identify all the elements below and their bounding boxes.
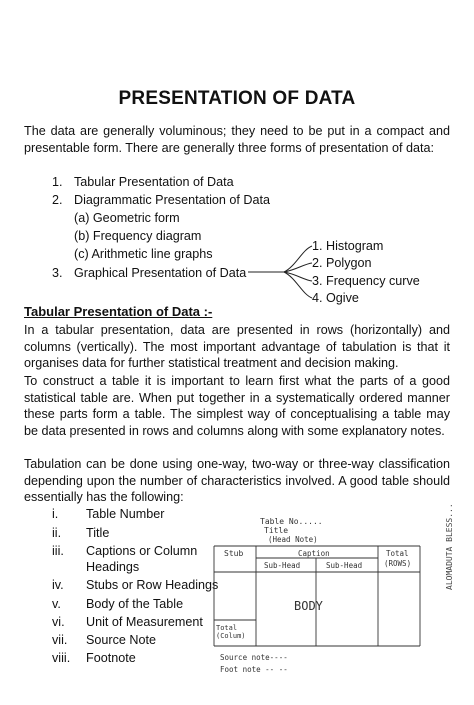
list-label: (b) Frequency diagram bbox=[74, 229, 202, 243]
section-heading: Tabular Presentation of Data :- bbox=[24, 304, 213, 319]
list-label: Title bbox=[86, 526, 110, 540]
list-subitem bbox=[74, 210, 180, 226]
list-item bbox=[52, 632, 156, 648]
list-label: Diagrammatic Presentation of Data bbox=[74, 193, 270, 207]
sketch-table-number: Table No..... bbox=[260, 517, 323, 526]
list-item bbox=[52, 265, 246, 281]
list-item bbox=[52, 559, 139, 575]
sketch-source-note: Source note---- bbox=[220, 653, 288, 662]
list-number: 1. bbox=[52, 175, 63, 189]
sketch-head-note: (Head Note) bbox=[268, 535, 318, 544]
list-item bbox=[52, 650, 136, 666]
graphical-types-list bbox=[312, 238, 420, 307]
list-label: Captions or Column bbox=[86, 544, 198, 558]
handwritten-side-note: ALOMADUTA BLESS... bbox=[445, 503, 454, 590]
sketch-total-column: Total bbox=[216, 624, 238, 632]
list-label: (c) Arithmetic line graphs bbox=[74, 247, 213, 261]
sketch-total-column: (Colum) bbox=[216, 632, 246, 640]
list-item bbox=[52, 577, 218, 593]
list-number: 3. bbox=[52, 266, 63, 280]
list-item bbox=[52, 614, 203, 630]
list-number: vi. bbox=[52, 615, 65, 629]
list-item bbox=[52, 506, 164, 522]
list-item: 4. Ogive bbox=[312, 290, 359, 305]
sketch-sub-head: Sub-Head bbox=[264, 561, 301, 570]
bracket-connector bbox=[248, 236, 318, 306]
list-label: Unit of Measurement bbox=[86, 615, 203, 629]
sketch-title: Title bbox=[264, 526, 289, 535]
sketch-foot-note: Foot note -- -- bbox=[220, 665, 288, 674]
list-number: v. bbox=[52, 597, 61, 611]
list-number: 2. bbox=[52, 193, 63, 207]
list-label: Tabular Presentation of Data bbox=[74, 175, 234, 189]
sketch-stub: Stub bbox=[224, 549, 244, 558]
list-item: 3. Frequency curve bbox=[312, 273, 420, 288]
paragraph: To construct a table it is important to learn first what the parts of a good statistical table are. When put together in a systematically ordered manner these parts form a table. The simplest way of conceptualising a table may be data presented in rows and columns along with some explanatory notes. bbox=[24, 374, 450, 438]
intro-paragraph: The data are generally voluminous; they need to be put in a compact and presentable form. There are generally three forms of presentation of data: bbox=[24, 124, 450, 155]
list-item bbox=[52, 525, 109, 541]
list-label: Headings bbox=[86, 560, 140, 574]
list-number: i. bbox=[52, 507, 59, 521]
list-subitem bbox=[74, 228, 201, 244]
list-subitem bbox=[74, 246, 213, 262]
sketch-sub-head: Sub-Head bbox=[326, 561, 363, 570]
sketch-caption: Caption bbox=[298, 549, 330, 558]
list-label: Body of the Table bbox=[86, 597, 184, 611]
list-label: Stubs or Row Headings bbox=[86, 578, 219, 592]
list-label: (a) Geometric form bbox=[74, 211, 180, 225]
list-label: Source Note bbox=[86, 633, 157, 647]
list-item bbox=[52, 174, 234, 190]
list-label: Footnote bbox=[86, 651, 136, 665]
list-item bbox=[52, 192, 270, 208]
list-label: Graphical Presentation of Data bbox=[74, 266, 247, 280]
list-item: 2. Polygon bbox=[312, 256, 372, 271]
list-number: iv. bbox=[52, 578, 64, 592]
list-number: iii. bbox=[52, 544, 64, 558]
paragraph: In a tabular presentation, data are presented in rows (horizontally) and columns (vertically). The most important advantage of tabulation is that it organises data for further statistical treatment and decision making. bbox=[24, 323, 450, 371]
paragraph: Tabulation can be done using one-way, two-way or three-way classification depending upon the number of characteristics involved. A good table should essentially has the following: bbox=[24, 457, 450, 505]
sketch-total-rows: Total bbox=[386, 549, 409, 558]
sketch-body: BODY bbox=[294, 599, 323, 613]
table-sketch bbox=[208, 514, 424, 682]
sketch-total-rows: (ROWS) bbox=[384, 559, 412, 568]
list-number: viii. bbox=[52, 651, 71, 665]
list-item bbox=[52, 543, 197, 559]
list-item: 1. Histogram bbox=[312, 239, 384, 253]
list-number: vii. bbox=[52, 633, 68, 647]
page-title: PRESENTATION OF DATA bbox=[118, 88, 356, 109]
list-label: Table Number bbox=[86, 507, 165, 521]
list-item bbox=[52, 596, 183, 612]
list-number: ii. bbox=[52, 526, 62, 540]
